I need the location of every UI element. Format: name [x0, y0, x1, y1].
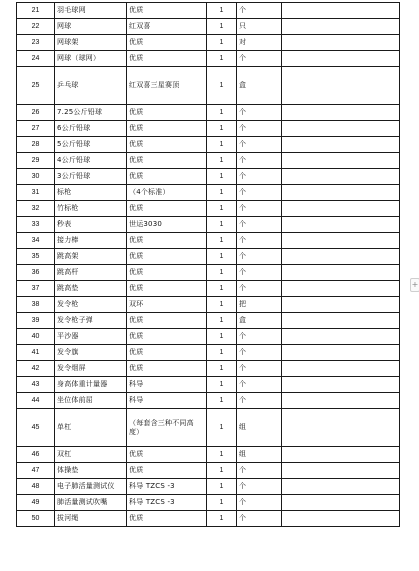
item-name: 3公斤铅球 [55, 169, 127, 185]
table-row [17, 121, 400, 137]
item-spec: 优质 [127, 105, 207, 121]
item-spec: 优质 [127, 233, 207, 249]
item-unit: 组 [237, 409, 282, 447]
item-note [282, 201, 400, 217]
table-row [17, 297, 400, 313]
table-row [17, 19, 400, 35]
item-quantity: 1 [207, 495, 237, 511]
item-unit: 个 [237, 137, 282, 153]
item-unit: 个 [237, 233, 282, 249]
item-name: 发令旗 [55, 345, 127, 361]
item-name: 5公斤铅球 [55, 137, 127, 153]
item-name: 肺活量测试吹嘴 [55, 495, 127, 511]
item-quantity: 1 [207, 463, 237, 479]
item-spec: 优质 [127, 121, 207, 137]
equipment-table [16, 2, 400, 527]
item-spec: （4个标准） [127, 185, 207, 201]
item-quantity: 1 [207, 121, 237, 137]
item-name: 标枪 [55, 185, 127, 201]
row-number: 26 [17, 105, 55, 121]
item-note [282, 479, 400, 495]
item-note [282, 67, 400, 105]
table-row [17, 51, 400, 67]
item-spec: 优质 [127, 281, 207, 297]
item-unit: 个 [237, 249, 282, 265]
table-row [17, 105, 400, 121]
item-unit: 只 [237, 19, 282, 35]
item-spec: 优质 [127, 265, 207, 281]
item-spec: 优质 [127, 329, 207, 345]
item-spec: 科导 [127, 377, 207, 393]
table-row [17, 265, 400, 281]
row-number: 31 [17, 185, 55, 201]
item-name: 平沙器 [55, 329, 127, 345]
item-name: 7.25公斤铅球 [55, 105, 127, 121]
item-name: 竹标枪 [55, 201, 127, 217]
item-note [282, 361, 400, 377]
item-quantity: 1 [207, 35, 237, 51]
item-quantity: 1 [207, 345, 237, 361]
row-number: 28 [17, 137, 55, 153]
item-quantity: 1 [207, 185, 237, 201]
item-unit: 个 [237, 495, 282, 511]
item-unit: 个 [237, 153, 282, 169]
item-quantity: 1 [207, 511, 237, 527]
item-quantity: 1 [207, 19, 237, 35]
item-spec: 优质 [127, 463, 207, 479]
row-number: 24 [17, 51, 55, 67]
row-number: 29 [17, 153, 55, 169]
item-unit: 个 [237, 345, 282, 361]
item-note [282, 463, 400, 479]
item-quantity: 1 [207, 233, 237, 249]
table-row [17, 153, 400, 169]
row-number: 41 [17, 345, 55, 361]
item-spec: 优质 [127, 35, 207, 51]
item-unit: 个 [237, 185, 282, 201]
item-unit: 个 [237, 121, 282, 137]
item-quantity: 1 [207, 447, 237, 463]
item-name: 接力棒 [55, 233, 127, 249]
item-quantity: 1 [207, 67, 237, 105]
table-row [17, 201, 400, 217]
item-name: 体操垫 [55, 463, 127, 479]
item-name: 拔河绳 [55, 511, 127, 527]
table-row [17, 137, 400, 153]
equipment-table-body [17, 3, 400, 527]
item-unit: 组 [237, 447, 282, 463]
item-spec: 优质 [127, 3, 207, 19]
item-name: 跳高杆 [55, 265, 127, 281]
item-unit: 个 [237, 463, 282, 479]
item-unit: 盒 [237, 67, 282, 105]
item-name: 网球（球网） [55, 51, 127, 67]
row-number: 25 [17, 67, 55, 105]
item-spec: 科导 [127, 393, 207, 409]
item-note [282, 121, 400, 137]
item-unit: 个 [237, 105, 282, 121]
table-row [17, 281, 400, 297]
equipment-table-region [16, 2, 400, 527]
item-unit: 个 [237, 265, 282, 281]
item-name: 网球架 [55, 35, 127, 51]
item-note [282, 35, 400, 51]
item-quantity: 1 [207, 51, 237, 67]
item-spec: 优质 [127, 447, 207, 463]
table-row [17, 169, 400, 185]
item-note [282, 345, 400, 361]
item-note [282, 329, 400, 345]
item-unit: 个 [237, 377, 282, 393]
item-name: 羽毛球网 [55, 3, 127, 19]
item-unit: 个 [237, 329, 282, 345]
item-unit: 个 [237, 511, 282, 527]
table-row [17, 67, 400, 105]
item-note [282, 217, 400, 233]
item-name: 4公斤铅球 [55, 153, 127, 169]
item-note [282, 377, 400, 393]
row-number: 33 [17, 217, 55, 233]
item-note [282, 281, 400, 297]
item-quantity: 1 [207, 249, 237, 265]
row-number: 36 [17, 265, 55, 281]
item-quantity: 1 [207, 281, 237, 297]
table-row [17, 463, 400, 479]
item-note [282, 313, 400, 329]
row-number: 50 [17, 511, 55, 527]
item-note [282, 297, 400, 313]
row-number: 46 [17, 447, 55, 463]
item-quantity: 1 [207, 313, 237, 329]
item-quantity: 1 [207, 169, 237, 185]
row-number: 22 [17, 19, 55, 35]
item-quantity: 1 [207, 297, 237, 313]
table-row [17, 511, 400, 527]
item-unit: 个 [237, 169, 282, 185]
item-unit: 个 [237, 281, 282, 297]
table-row [17, 217, 400, 233]
table-row [17, 313, 400, 329]
item-name: 网球 [55, 19, 127, 35]
row-number: 43 [17, 377, 55, 393]
item-note [282, 169, 400, 185]
item-unit: 个 [237, 51, 282, 67]
table-row [17, 409, 400, 447]
item-note [282, 51, 400, 67]
table-row [17, 447, 400, 463]
item-spec: 优质 [127, 313, 207, 329]
insert-handle-icon[interactable]: + [410, 278, 419, 292]
table-row [17, 249, 400, 265]
item-quantity: 1 [207, 361, 237, 377]
item-quantity: 1 [207, 137, 237, 153]
item-note [282, 265, 400, 281]
row-number: 38 [17, 297, 55, 313]
row-number: 30 [17, 169, 55, 185]
item-quantity: 1 [207, 217, 237, 233]
row-number: 27 [17, 121, 55, 137]
row-number: 23 [17, 35, 55, 51]
item-quantity: 1 [207, 265, 237, 281]
item-note [282, 447, 400, 463]
item-quantity: 1 [207, 153, 237, 169]
item-spec: 红双喜三星赛顶 [127, 67, 207, 105]
item-spec: 优质 [127, 169, 207, 185]
row-number: 47 [17, 463, 55, 479]
item-note [282, 249, 400, 265]
table-row [17, 185, 400, 201]
item-spec: 红双喜 [127, 19, 207, 35]
item-name: 跳高垫 [55, 281, 127, 297]
item-spec: 优质 [127, 511, 207, 527]
item-quantity: 1 [207, 3, 237, 19]
row-number: 21 [17, 3, 55, 19]
item-quantity: 1 [207, 409, 237, 447]
row-number: 39 [17, 313, 55, 329]
item-note [282, 19, 400, 35]
item-name: 6公斤铅球 [55, 121, 127, 137]
item-spec: 优质 [127, 51, 207, 67]
item-spec: 优质 [127, 201, 207, 217]
item-spec: 科导 TZCS -3 [127, 495, 207, 511]
item-unit: 对 [237, 35, 282, 51]
item-note [282, 495, 400, 511]
item-name: 发令枪 [55, 297, 127, 313]
item-note [282, 409, 400, 447]
item-note [282, 185, 400, 201]
row-number: 35 [17, 249, 55, 265]
item-quantity: 1 [207, 201, 237, 217]
item-name: 乒乓球 [55, 67, 127, 105]
row-number: 45 [17, 409, 55, 447]
item-unit: 个 [237, 201, 282, 217]
item-spec: 优质 [127, 361, 207, 377]
item-unit: 个 [237, 217, 282, 233]
table-row [17, 329, 400, 345]
item-quantity: 1 [207, 479, 237, 495]
item-name: 发令枪子弹 [55, 313, 127, 329]
item-quantity: 1 [207, 329, 237, 345]
table-row [17, 479, 400, 495]
item-quantity: 1 [207, 393, 237, 409]
item-note [282, 233, 400, 249]
table-row [17, 345, 400, 361]
item-unit: 盒 [237, 313, 282, 329]
table-row [17, 495, 400, 511]
item-spec: 科导 TZCS -3 [127, 479, 207, 495]
row-number: 40 [17, 329, 55, 345]
table-row [17, 233, 400, 249]
table-row [17, 3, 400, 19]
item-quantity: 1 [207, 105, 237, 121]
item-name: 坐位体前屈 [55, 393, 127, 409]
table-row [17, 377, 400, 393]
item-name: 身高体重计量器 [55, 377, 127, 393]
item-unit: 个 [237, 393, 282, 409]
item-name: 单杠 [55, 409, 127, 447]
item-quantity: 1 [207, 377, 237, 393]
item-spec: 双环 [127, 297, 207, 313]
row-number: 37 [17, 281, 55, 297]
item-note [282, 511, 400, 527]
item-note [282, 105, 400, 121]
item-name: 电子肺活量测试仪 [55, 479, 127, 495]
table-row [17, 393, 400, 409]
item-note [282, 393, 400, 409]
item-spec: 世运3030 [127, 217, 207, 233]
item-note [282, 137, 400, 153]
row-number: 34 [17, 233, 55, 249]
item-unit: 个 [237, 479, 282, 495]
item-name: 发令烟屏 [55, 361, 127, 377]
item-spec: 优质 [127, 137, 207, 153]
row-number: 32 [17, 201, 55, 217]
item-unit: 个 [237, 3, 282, 19]
row-number: 48 [17, 479, 55, 495]
item-note [282, 153, 400, 169]
row-number: 44 [17, 393, 55, 409]
item-unit: 把 [237, 297, 282, 313]
row-number: 49 [17, 495, 55, 511]
item-spec: 优质 [127, 249, 207, 265]
row-number: 42 [17, 361, 55, 377]
item-name: 秒表 [55, 217, 127, 233]
item-note [282, 3, 400, 19]
item-unit: 个 [237, 361, 282, 377]
table-row [17, 35, 400, 51]
item-spec: 优质 [127, 345, 207, 361]
item-name: 跳高架 [55, 249, 127, 265]
item-spec: 优质 [127, 153, 207, 169]
item-spec: （每套含三种不同高度） [127, 409, 207, 447]
table-row [17, 361, 400, 377]
item-name: 双杠 [55, 447, 127, 463]
